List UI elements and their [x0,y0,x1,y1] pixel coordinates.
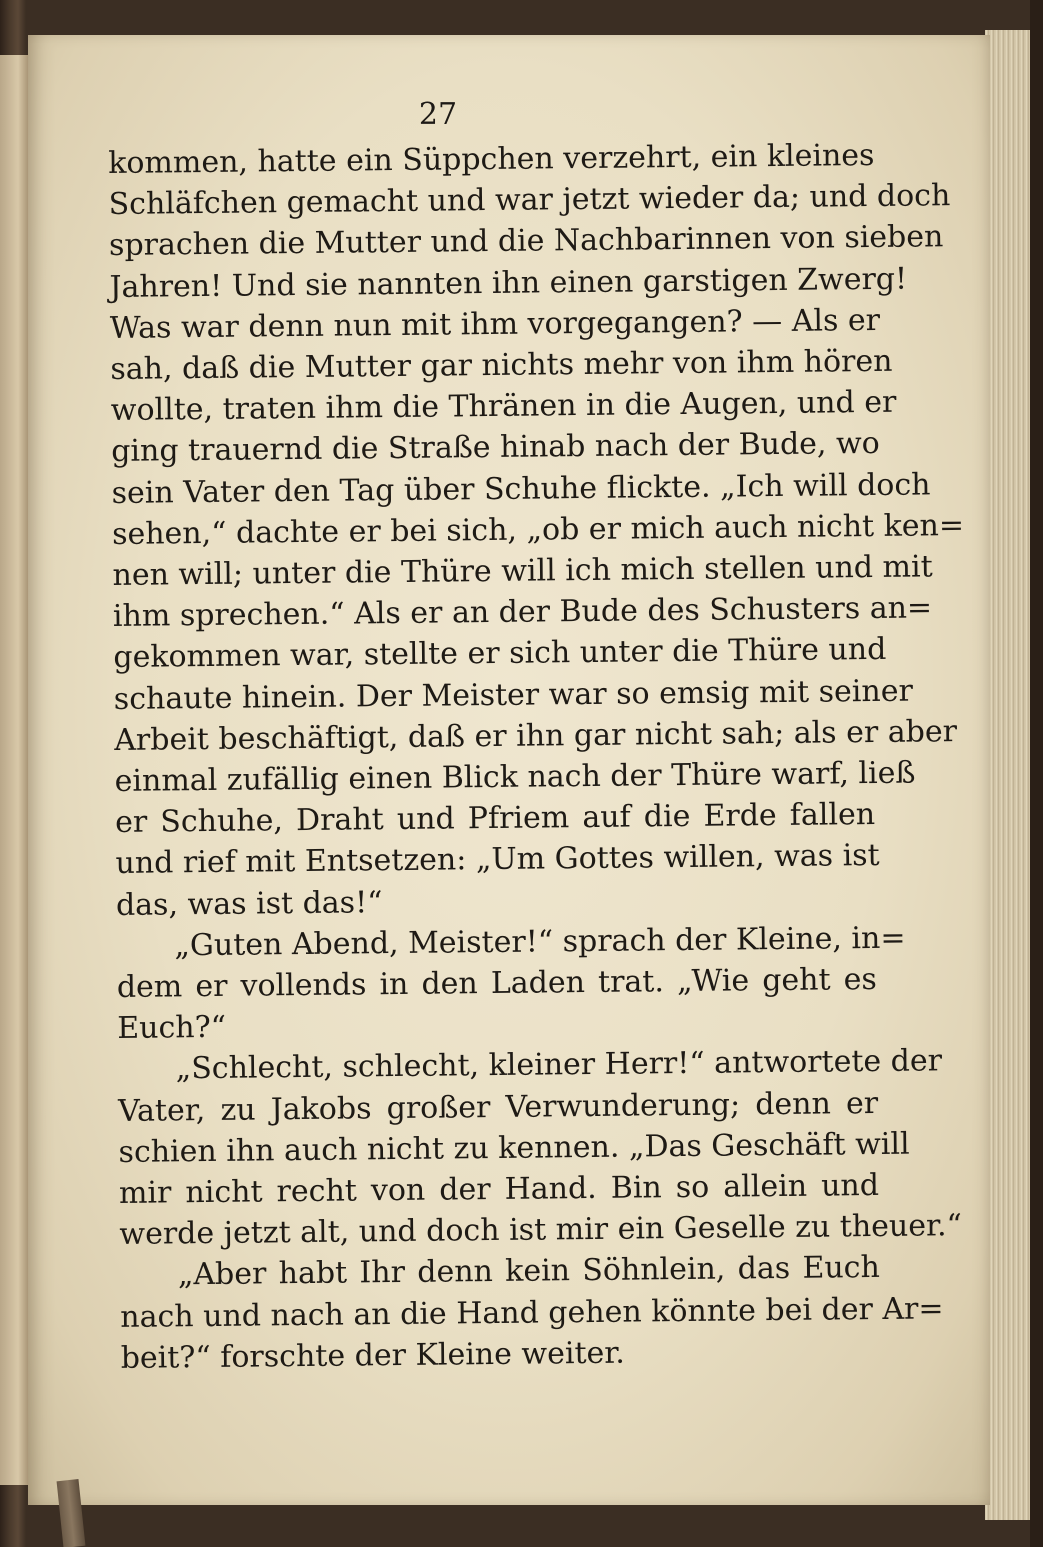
text-line: Jahren! Und sie nannten ihn einen garstigen Zwerg! [109,261,908,305]
text-line: schaute hinein. Der Meister war so emsig mit seiner [113,673,914,717]
text-line: gekommen war, stellte er sich unter die Thüre und [113,632,887,676]
text-line: sehen,“ dachte er bei sich, „ob er mich auch nicht ken= [111,507,965,552]
text-line: werde jetzt alt, und doch ist mir ein Geselle zu theuer.“ [119,1208,963,1253]
book-cover-edge [1030,0,1043,1547]
text-line: Was war denn nun mit ihm vorgegangen? — Als er [109,302,881,346]
text-line: Schläfchen gemacht und war jetzt wieder da; und doch [108,178,951,223]
text-line: das, was ist das!“ [115,884,383,923]
book-page [28,35,990,1505]
text-line: Euch?“ [117,1010,227,1047]
text-line: wollte, traten ihm die Thränen in die Augen, und er [110,384,897,429]
text-line: kommen, hatte ein Süppchen verzehrt, ein kleines [108,137,875,181]
text-line: sein Vater den Tag über Schuhe flickte. „Ich will doch [111,467,931,511]
text-line: einmal zufällig einen Blick nach der Thüre warf, ließ [114,755,916,800]
text-line: nen will; unter die Thüre will ich mich stellen und mit [112,549,933,594]
text-line: beit?“ forschte der Kleine weiter. [120,1335,626,1376]
text-line: und rief mit Entsetzen: „Um Gottes willen, was ist [115,838,880,882]
text-line: dem er vollends in den Laden trat. „Wie geht es [116,962,877,1006]
page-stack-edges [985,30,1035,1520]
text-line: sah, daß die Mutter gar nichts mehr von ihm hören [110,343,893,388]
text-line: er Schuhe, Draht und Pfriem auf die Erde fallen [114,797,876,841]
text-line: mir nicht recht von der Hand. Bin so allein und [118,1168,880,1212]
text-line: schien ihn auch nicht zu kennen. „Das Geschäft will [118,1126,910,1170]
text-line: nach und nach an die Hand gehen könnte bei der Ar= [120,1291,944,1335]
text-line: „Aber habt Ihr denn kein Söhnlein, das Euch [177,1250,881,1293]
text-line: Vater, zu Jakobs großer Verwunderung; denn er [117,1085,879,1129]
page-number: 27 [418,97,458,132]
text-line: Arbeit beschäftigt, daß er ihn gar nicht sah; als er aber [114,713,958,758]
text-line: ging trauernd die Straße hinab nach der Bude, wo [111,426,880,470]
text-line: ihm sprechen.“ Als er an der Bude des Schusters an= [112,590,933,635]
text-line: „Schlecht, schlecht, kleiner Herr!“ antwortete der [175,1043,943,1087]
left-page-edge [0,55,30,1485]
text-line: „Guten Abend, Meister!“ sprach der Kleine, in= [174,920,906,964]
body-text [108,135,965,1379]
text-line: sprachen die Mutter und die Nachbarinnen von sieben [108,219,944,264]
